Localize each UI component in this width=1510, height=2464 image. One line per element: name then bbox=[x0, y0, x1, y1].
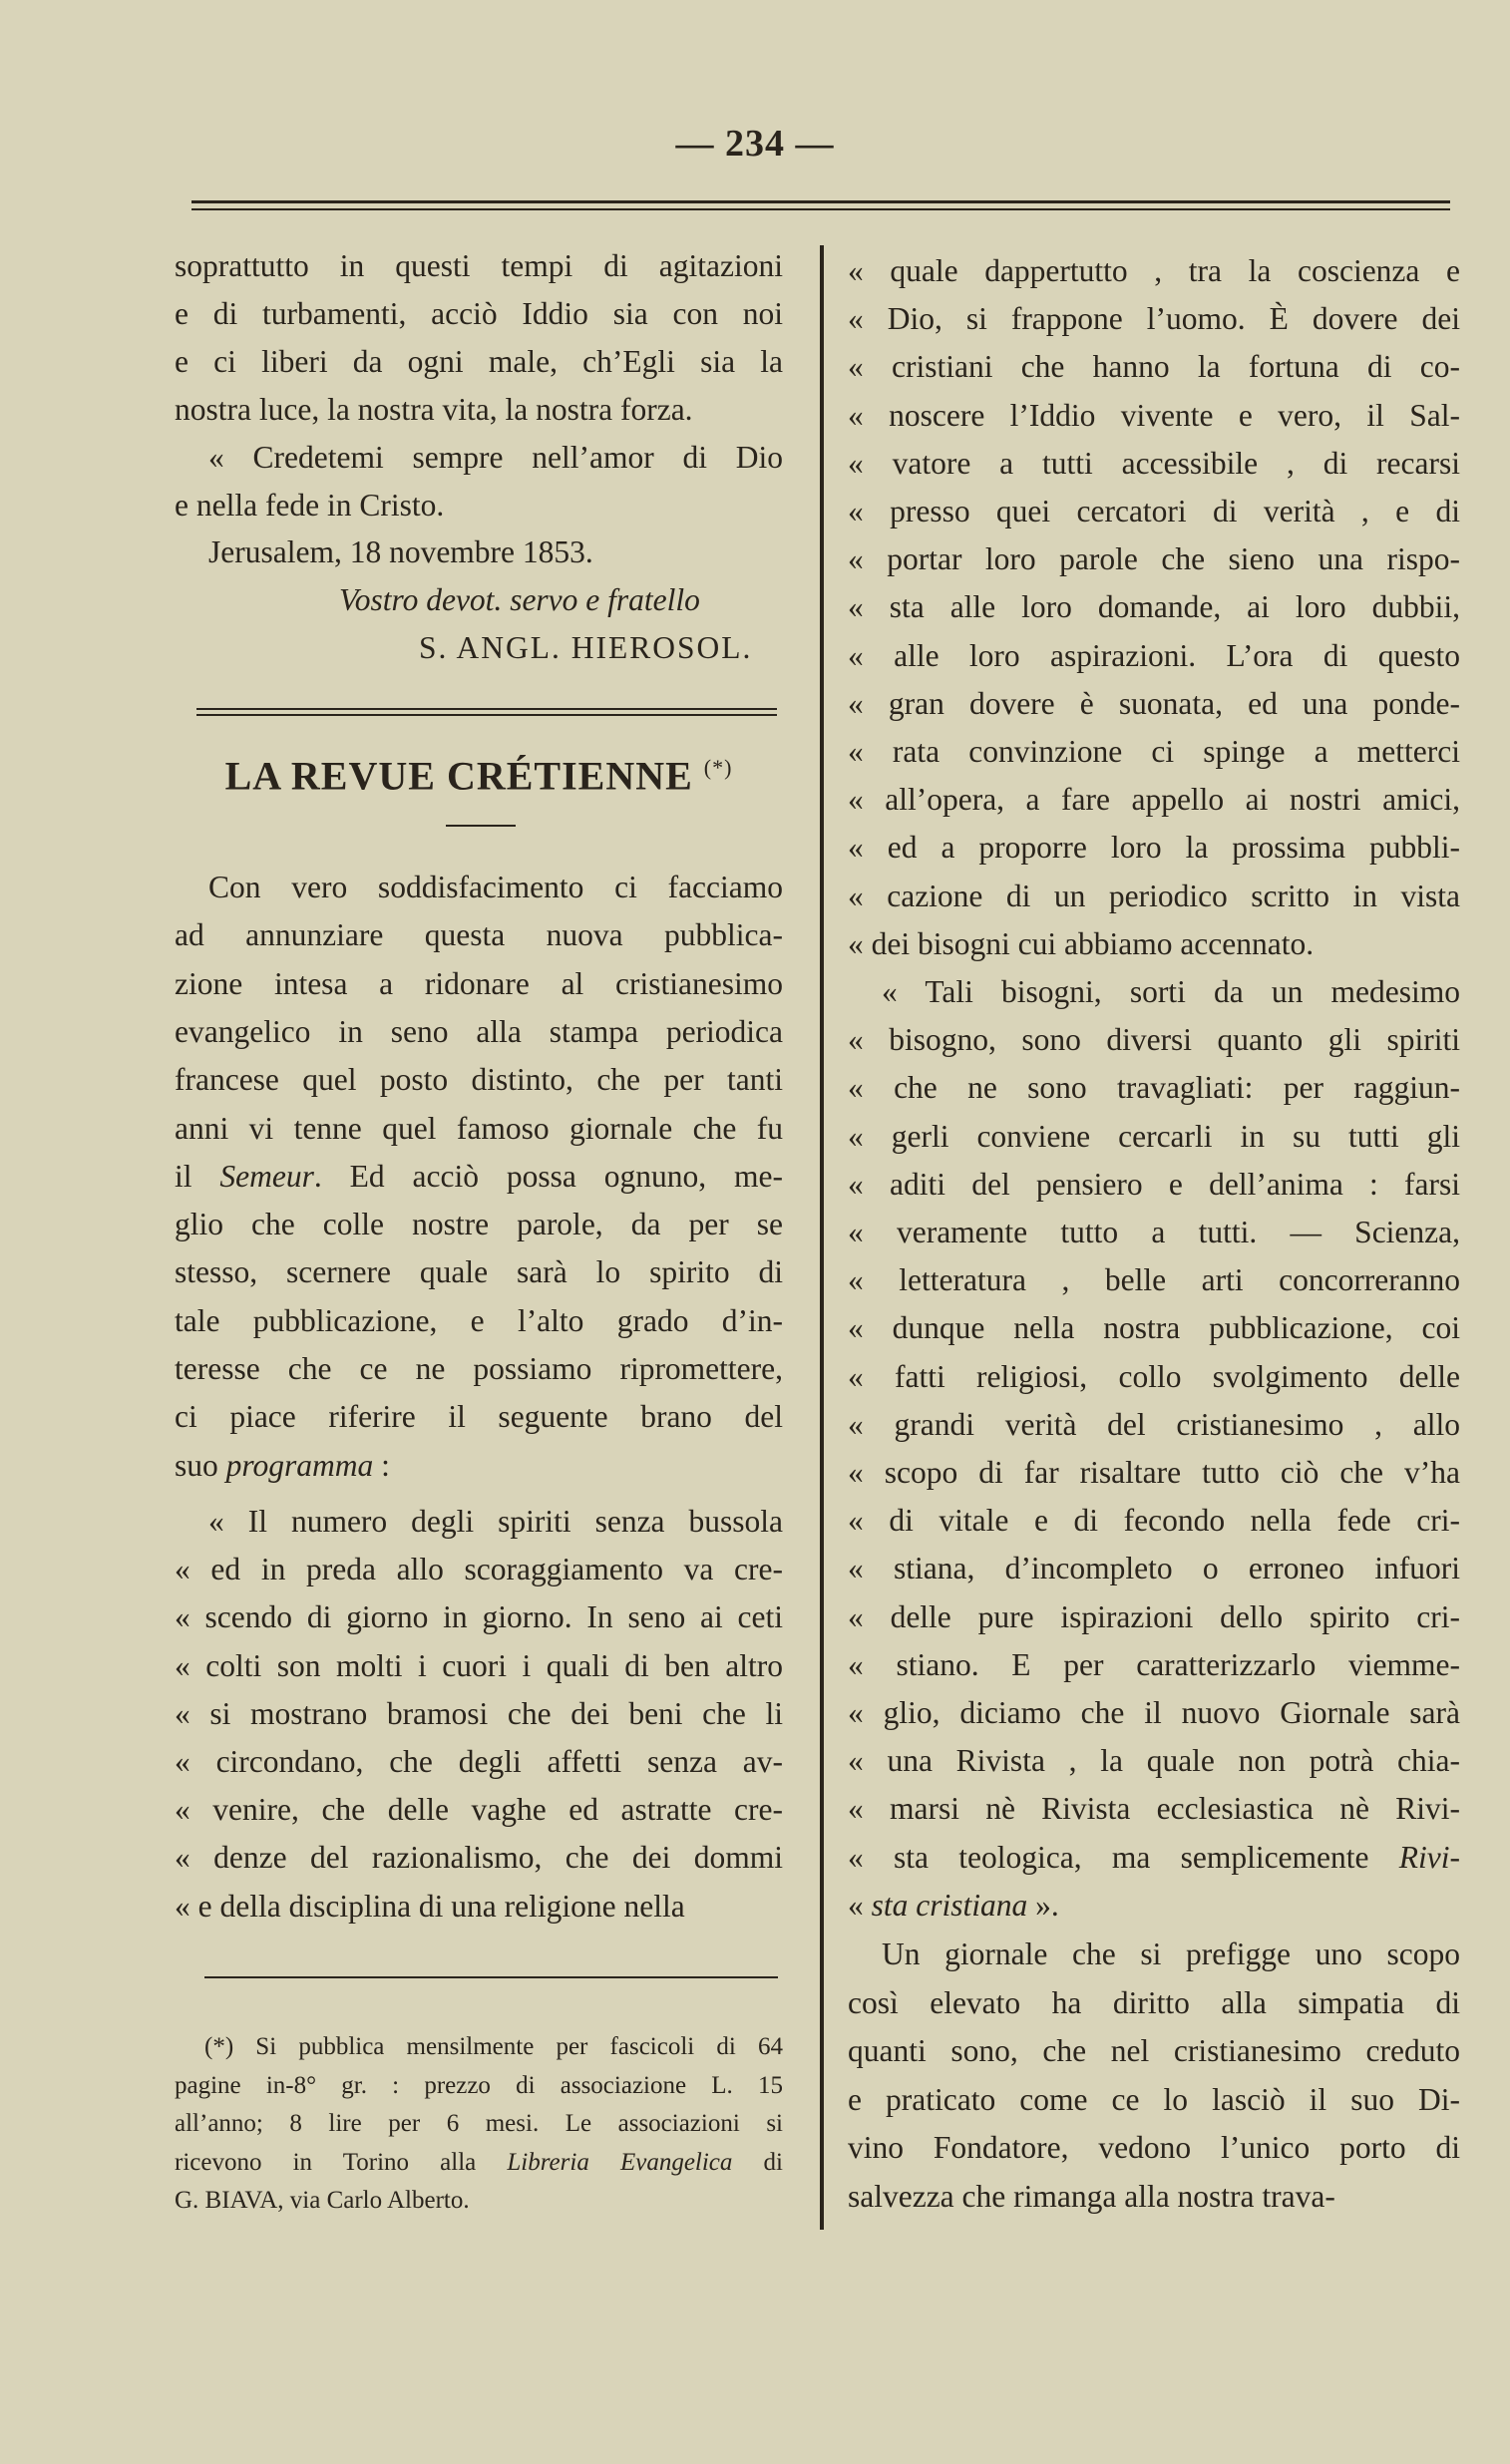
quote-line: « scopo di far risaltare tutto ciò che v’ha bbox=[848, 1455, 1460, 1490]
quote-line: « denze del razionalismo, che dei dommi bbox=[175, 1840, 783, 1876]
letter-line: e di turbamenti, acciò Iddio sia con noi bbox=[175, 296, 783, 331]
quote-line: « Il numero degli spiriti senza bussola bbox=[208, 1504, 783, 1539]
quote-line: « e della disciplina di una religione nella bbox=[175, 1888, 685, 1924]
quote-line: « grandi verità del cristianesimo , allo bbox=[848, 1406, 1460, 1442]
quote-line: « cristiani che hanno la fortuna di co- bbox=[848, 349, 1460, 385]
section-separator-rule bbox=[196, 708, 777, 716]
quote-line: « che ne sono travagliati: per raggiun- bbox=[848, 1070, 1460, 1106]
quote-line: « dunque nella nostra pubblicazione, coi bbox=[848, 1310, 1460, 1346]
letter-line: nostra luce, la nostra vita, la nostra forza. bbox=[175, 392, 693, 427]
quote-line: « ed in preda allo scoraggiamento va cre- bbox=[175, 1552, 783, 1587]
quote-line: « presso quei cercatori di verità , e di bbox=[848, 494, 1460, 528]
paragraph-line: salvezza che rimanga alla nostra trava- bbox=[848, 2178, 1335, 2214]
quote-line: « vatore a tutti accessibile , di recarsi bbox=[848, 445, 1460, 481]
article-line: evangelico in seno alla stampa periodica bbox=[175, 1013, 783, 1049]
quote-line: « noscere l’Iddio vivente e vero, il Sal- bbox=[848, 397, 1460, 433]
article-line: stesso, scernere quale sarà lo spirito di bbox=[175, 1254, 783, 1290]
quote-line: « alle loro aspirazioni. L’ora di questo bbox=[848, 637, 1460, 673]
paragraph-line: così elevato ha diritto alla simpatia di bbox=[848, 1984, 1460, 2020]
article-line: il Semeur. Ed acciò possa ognuno, me- bbox=[175, 1158, 783, 1194]
letter-date: Jerusalem, 18 novembre 1853. bbox=[208, 534, 593, 569]
quote-line: « circondano, che degli affetti senza av- bbox=[175, 1744, 783, 1779]
quote-line: « letteratura , belle arti concorreranno bbox=[848, 1262, 1460, 1298]
quote-line: « veramente tutto a tutti. — Scienza, bbox=[848, 1215, 1460, 1249]
quote-line: « venire, che delle vaghe ed astratte cre- bbox=[175, 1792, 783, 1828]
section-title bbox=[175, 738, 783, 798]
article-line: anni vi tenne quel famoso giornale che fu bbox=[175, 1110, 783, 1146]
quote-line: « marsi nè Rivista ecclesiastica nè Rivi- bbox=[848, 1791, 1460, 1827]
quote-line: « Dio, si frappone l’uomo. È dovere dei bbox=[848, 301, 1460, 337]
footnote-line: all’anno; 8 lire per 6 mesi. Le associazioni si bbox=[175, 2110, 783, 2137]
quote-line: « bisogno, sono diversi quanto gli spiriti bbox=[848, 1022, 1460, 1058]
footnote-line: (*) Si pubblica mensilmente per fascicoli di 64 bbox=[204, 2033, 783, 2060]
article-line: suo programma : bbox=[175, 1447, 390, 1483]
quote-line: « di vitale e di fecondo nella fede cri- bbox=[848, 1503, 1460, 1539]
paragraph-line: e praticato come ce lo lasciò il suo Di- bbox=[848, 2081, 1460, 2117]
article-line: francese quel posto distinto, che per tanti bbox=[175, 1062, 783, 1098]
quote-line: « stiano. E per caratterizzarlo viemme- bbox=[848, 1646, 1460, 1682]
letter-line: e ci liberi da ogni male, ch’Egli sia la bbox=[175, 344, 783, 379]
quote-line: « Tali bisogni, sorti da un medesimo bbox=[882, 974, 1460, 1009]
quote-line: « dei bisogni cui abbiamo accennato. bbox=[848, 925, 1315, 961]
quote-line: « glio, diciamo che il nuovo Giornale sarà bbox=[848, 1695, 1460, 1730]
quote-line: « ed a proporre loro la prossima pubbli- bbox=[848, 830, 1460, 866]
article-line: ad annunziare questa nuova pubblica- bbox=[175, 917, 783, 953]
letter-signature-line-2: S. ANGL. HIEROSOL. bbox=[419, 630, 753, 665]
article-line: tale pubblicazione, e l’alto grado d’in- bbox=[175, 1302, 783, 1338]
footnote-line: ricevono in Torino alla Libreria Evangelica di bbox=[175, 2148, 783, 2176]
quote-line: « si mostrano bramosi che dei beni che li bbox=[175, 1695, 783, 1731]
quote-line: « all’opera, a fare appello ai nostri amici, bbox=[848, 782, 1460, 818]
article-line: glio che colle nostre parole, da per se bbox=[175, 1207, 783, 1242]
italic-text: Rivi- bbox=[1398, 1839, 1460, 1875]
italic-text: sta cristiana bbox=[871, 1887, 1028, 1923]
letter-line: « Credetemi sempre nell’amor di Dio bbox=[208, 440, 783, 475]
letter-signature-line-1: Vostro devot. servo e fratello bbox=[339, 582, 700, 617]
quote-line: « scendo di giorno in giorno. In seno ai ceti bbox=[175, 1599, 783, 1635]
paragraph-line: quanti sono, che nel cristianesimo creduto bbox=[848, 2033, 1460, 2068]
quote-line: « quale dappertutto , tra la coscienza e bbox=[848, 253, 1460, 288]
quote-line: « aditi del pensiero e dell’anima : farsi bbox=[848, 1166, 1460, 1202]
article-line: zione intesa a ridonare al cristianesimo bbox=[175, 965, 783, 1001]
article-line: teresse che ce ne possiamo ripromettere, bbox=[175, 1351, 783, 1386]
quote-line: « portar loro parole che sieno una rispo- bbox=[848, 541, 1460, 577]
italic-text: Libreria Evangelica bbox=[507, 2148, 733, 2176]
title-short-rule bbox=[446, 825, 516, 827]
quote-line: « delle pure ispirazioni dello spirito cri- bbox=[848, 1598, 1460, 1634]
quote-line: « una Rivista , la quale non potrà chia- bbox=[848, 1743, 1460, 1779]
header-rule bbox=[191, 200, 1450, 210]
quote-line: « sta alle loro domande, ai loro dubbii, bbox=[848, 589, 1460, 625]
quote-line: « colti son molti i cuori i quali di ben altro bbox=[175, 1647, 783, 1683]
article-line: ci piace riferire il seguente brano del bbox=[175, 1399, 783, 1435]
footnote-line: G. BIAVA, via Carlo Alberto. bbox=[175, 2187, 470, 2214]
footnote-rule bbox=[204, 1976, 778, 1978]
quote-line: « stiana, d’incompleto o erroneo infuori bbox=[848, 1551, 1460, 1586]
section-title-text: LA REVUE CRÉTIENNE bbox=[224, 753, 693, 799]
quote-line: « sta cristiana ». bbox=[848, 1887, 1059, 1923]
paragraph-line: vino Fondatore, vedono l’unico porto di bbox=[848, 2130, 1460, 2165]
letter-line: soprattutto in questi tempi di agitazioni bbox=[175, 248, 783, 283]
quote-line: « rata convinzione ci spinge a metterci bbox=[848, 734, 1460, 769]
column-divider bbox=[820, 245, 824, 2230]
italic-text: programma bbox=[225, 1447, 374, 1483]
quote-line: « cazione di un periodico scritto in vista bbox=[848, 878, 1460, 913]
quote-line: « sta teologica, ma semplicemente Rivi- bbox=[848, 1839, 1460, 1875]
italic-text: Semeur bbox=[219, 1158, 314, 1194]
letter-line: e nella fede in Cristo. bbox=[175, 488, 445, 523]
quote-line: « fatti religiosi, collo svolgimento delle bbox=[848, 1358, 1460, 1394]
quote-line: « gran dovere è suonata, ed una ponde- bbox=[848, 685, 1460, 721]
quote-line: « gerli conviene cercarli in su tutti gli bbox=[848, 1118, 1460, 1154]
footnote-line: pagine in-8° gr. : prezzo di associazione L. 15 bbox=[175, 2071, 783, 2099]
article-line: Con vero soddisfacimento ci facciamo bbox=[208, 870, 783, 904]
page-number: — 234 — bbox=[675, 123, 835, 165]
paragraph-line: Un giornale che si prefigge uno scopo bbox=[882, 1936, 1460, 1971]
section-title-footnote-mark: (*) bbox=[703, 755, 733, 780]
